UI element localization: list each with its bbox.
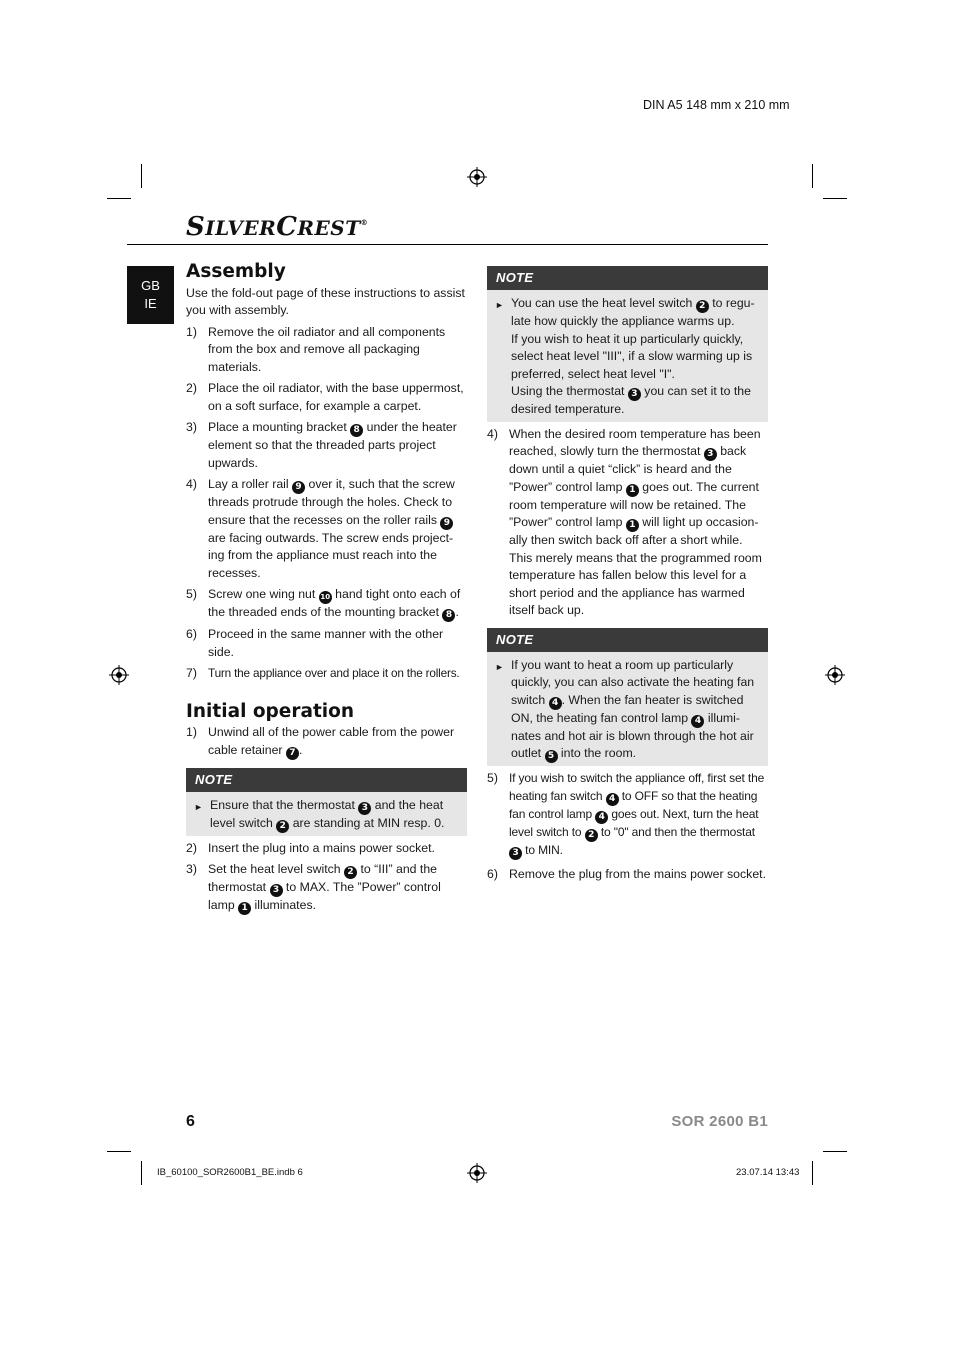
right-column xyxy=(487,266,768,887)
registration-mark-icon xyxy=(109,665,129,685)
component-number-icon: 2 xyxy=(344,866,357,879)
assembly-step: 4) Lay a roller rail 9 over it, such that the screw threads protrude through the holes. Check to ensure that the recesses on the roller rails 9 are facing outwards. The screw ends project-ing from the appliance must reach into the recesses. xyxy=(186,477,455,580)
component-number-icon: 8 xyxy=(350,424,363,437)
operation-step: 4) When the desired room temperature has been reached, slowly turn the thermostat 3 back down until a quiet “click” is heard and the ”Power” control lamp 1 goes out. The current room temperature will now be retained. The ”Power” control lamp 1 will light up occasion-ally then switch back off after a short while. This merely means that the programmed room temperature has fallen below this level for a short period and the appliance has warmed itself back up. xyxy=(487,426,762,617)
component-number-icon: 3 xyxy=(358,802,371,815)
component-number-icon: 4 xyxy=(606,793,619,806)
logo-word-1: ILVER xyxy=(205,216,277,240)
crop-mark xyxy=(107,1151,131,1152)
note-label: NOTE xyxy=(487,266,768,290)
crop-mark xyxy=(107,198,131,199)
component-number-icon: 1 xyxy=(626,519,639,532)
triangle-bullet-icon: ► xyxy=(495,661,504,672)
crop-mark xyxy=(823,1151,847,1152)
assembly-step: 3) Place a mounting bracket 8 under the heater element so that the threaded parts project upwards. xyxy=(186,420,457,470)
component-number-icon: 4 xyxy=(595,811,608,824)
operation-step: 6) Remove the plug from the mains power socket. xyxy=(487,866,766,881)
component-number-icon: 3 xyxy=(704,448,717,461)
component-number-icon: 5 xyxy=(545,750,558,763)
brand-logo: SILVERCREST® xyxy=(186,212,369,242)
page-number: 6 xyxy=(186,1113,195,1130)
crop-mark xyxy=(141,1161,142,1185)
registration-mark-icon xyxy=(467,167,487,187)
crop-mark xyxy=(812,164,813,188)
assembly-step: 5) Screw one wing nut 10 hand tight onto each of the threaded ends of the mounting bracket 8 . xyxy=(186,587,461,620)
component-number-icon: 7 xyxy=(286,747,299,760)
component-number-icon: 2 xyxy=(585,829,598,842)
assembly-step: 2) Place the oil radiator, with the base uppermost, on a soft surface, for example a carpet. xyxy=(186,381,464,413)
triangle-bullet-icon: ► xyxy=(194,801,203,812)
header-rule xyxy=(127,244,768,245)
print-date-time: 23.07.14 13:43 xyxy=(736,1167,800,1178)
operation-step: 5) If you wish to switch the appliance off, first set the heating fan switch 4 to OFF so that the heating fan control lamp 4 goes out. Next, turn the heat level switch to 2 to "0" and then the thermostat 3 to MIN. xyxy=(487,771,765,858)
component-number-icon: 1 xyxy=(626,484,639,497)
operation-step: 2) Insert the plug into a mains power socket. xyxy=(186,840,435,855)
note-label: NOTE xyxy=(186,768,467,792)
component-number-icon: 4 xyxy=(691,715,704,728)
crop-mark xyxy=(823,198,847,199)
note-box: NOTE ► You can use the heat level switch 2 to regu-late how quickly the appliance warms up. If you wish to heat it up particularly quickly, select heat level "III", if a slow warming up is preferred, select heat level "I". Using the thermostat 3 you can set it to the desired temperature. xyxy=(487,266,768,422)
registration-mark-icon xyxy=(825,665,845,685)
component-number-icon: 1 xyxy=(238,902,251,915)
section-title-initial-operation: Initial operation xyxy=(186,700,355,722)
left-column xyxy=(186,263,467,919)
assembly-step: 6) Proceed in the same manner with the other side. xyxy=(186,627,444,659)
crop-mark xyxy=(812,1161,813,1185)
note-box: NOTE ► If you want to heat a room up particularly quickly, you can also activate the heating fan switch 4 . When the fan heater is switched ON, the heating fan control lamp 4 illumi-nates and hot air is blown through the hot air outlet 5 into the room. xyxy=(487,628,768,767)
component-number-icon: 9 xyxy=(440,517,453,530)
component-number-icon: 8 xyxy=(442,609,455,622)
section-title-assembly: Assembly xyxy=(186,261,286,282)
print-file-name: IB_60100_SOR2600B1_BE.indb 6 xyxy=(157,1167,303,1178)
registration-mark-icon xyxy=(467,1163,487,1183)
note-box: NOTE ► Ensure that the thermostat 3 and the heat level switch 2 are standing at MIN resp. 0. xyxy=(186,768,467,836)
note-label: NOTE xyxy=(487,628,768,652)
crop-mark xyxy=(141,164,142,188)
print-format: DIN A5 148 mm x 210 mm xyxy=(643,98,790,112)
component-number-icon: 9 xyxy=(292,481,305,494)
component-number-icon: 2 xyxy=(276,820,289,833)
assembly-step: 7) Turn the appliance over and place it on the rollers. xyxy=(186,666,460,680)
operation-step: 1) Unwind all of the power cable from the power cable retainer 7 . xyxy=(186,725,455,758)
component-number-icon: 3 xyxy=(628,388,641,401)
component-number-icon: 2 xyxy=(696,300,709,313)
operation-step: 3) Set the heat level switch 2 to “III” and the thermostat 3 to MAX. The ”Power” control lamp 1 illuminates. xyxy=(186,862,441,913)
language-tab: GB IE xyxy=(127,266,174,324)
component-number-icon: 3 xyxy=(509,847,522,860)
model-name: SOR 2600 B1 xyxy=(671,1113,768,1130)
assembly-step: 1) Remove the oil radiator and all components from the box and remove all packaging materials. xyxy=(186,324,446,374)
logo-word-2: REST xyxy=(297,216,361,240)
component-number-icon: 4 xyxy=(549,697,562,710)
component-number-icon: 10 xyxy=(319,591,332,604)
component-number-icon: 3 xyxy=(270,884,283,897)
triangle-bullet-icon: ► xyxy=(495,300,504,310)
assembly-intro: Use the fold-out page of these instructions to assist you with assembly. xyxy=(186,285,465,317)
